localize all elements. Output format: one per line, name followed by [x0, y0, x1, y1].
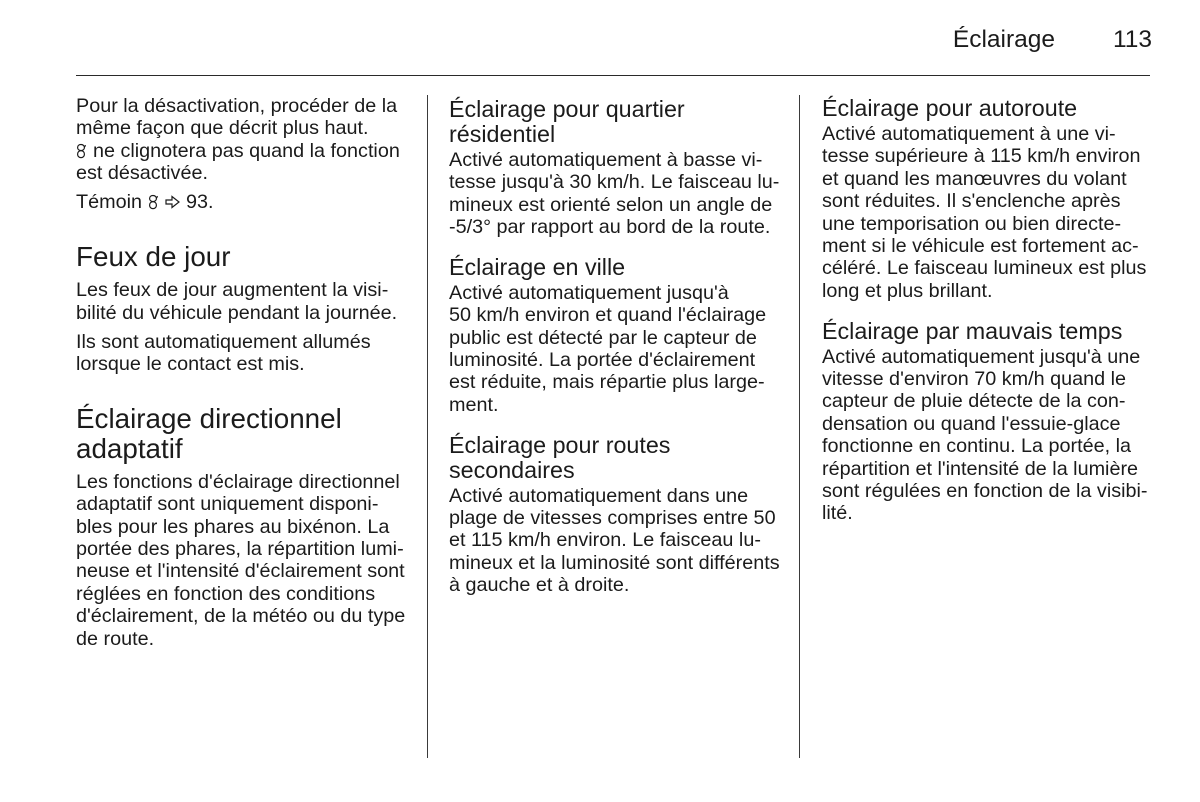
text-line: Activé automatiquement à basse vi- [449, 148, 763, 171]
header-rule [76, 75, 1150, 76]
text-line: capteur de pluie détecte de la con- [822, 390, 1126, 413]
paragraph-adaptive-lighting [76, 471, 416, 650]
text-line: réglées en fonction des conditions [76, 582, 376, 605]
heading-eclairage-routes-secondaires [449, 433, 789, 483]
text-line: Activé automatiquement jusqu'à [449, 281, 729, 304]
paragraph-town [449, 282, 789, 416]
text-line: et quand les manœuvres du volant [822, 167, 1127, 190]
heading-feux-de-jour [76, 242, 416, 272]
column-divider [427, 95, 428, 758]
text-line: portée des phares, la répartition lumi- [76, 538, 404, 561]
column-1 [76, 95, 416, 650]
heading-line: secondaires [449, 456, 575, 483]
text-line: est désactivée. [76, 162, 208, 185]
text-line: Activé automatiquement dans une [449, 484, 749, 507]
text-line: de route. [76, 627, 155, 650]
text-line: céléré. Le faisceau lumineux est plus [822, 257, 1147, 280]
text-line: tesse jusqu'à 30 km/h. Le faisceau lu- [449, 171, 780, 194]
text-line: tesse supérieure à 115 km/h environ [822, 145, 1141, 168]
section-title: Éclairage [952, 26, 1055, 53]
text-line: densation ou quand l'essuie-glace [822, 412, 1121, 435]
adaptive-forward-lighting-icon [148, 194, 158, 210]
paragraph-daytime-lights-activation [76, 331, 416, 376]
text-line: long et plus brillant. [822, 279, 993, 302]
text-line: bles pour les phares au bixénon. La [76, 515, 390, 538]
text-line: lité. [822, 502, 853, 525]
heading-line: résidentiel [449, 120, 556, 147]
text-line: même façon que décrit plus haut. [76, 117, 369, 140]
paragraph-bad-weather [822, 346, 1162, 525]
page-reference-arrow-icon [165, 194, 180, 210]
text-line-with-icon [76, 140, 416, 162]
text-line: d'éclairement, de la météo ou du type [76, 605, 406, 628]
indicator-label: Témoin [76, 191, 142, 214]
text-line: sont régulées en fonction de la visibi- [822, 479, 1148, 502]
adaptive-forward-lighting-icon [76, 143, 86, 159]
heading-eclairage-en-ville [449, 255, 789, 280]
heading-line: Éclairage par mauvais temps [822, 317, 1123, 344]
text-line: répartition et l'intensité de la lumière [822, 457, 1139, 480]
text-line: lorsque le contact est mis. [76, 353, 305, 376]
heading-line: Éclairage en ville [449, 253, 626, 280]
text-line: ment si le véhicule est fortement ac- [822, 235, 1139, 258]
text-line: à gauche et à droite. [449, 574, 630, 597]
text-line: neuse et l'intensité d'éclairement sont [76, 560, 405, 583]
text-line: -5/3° par rapport au bord de la route. [449, 216, 771, 239]
text-line: mineux et la luminosité sont différents [449, 551, 780, 574]
text-line: est réduite, mais répartie plus large- [449, 371, 765, 394]
text-line: sont réduites. Il s'enclenche après [822, 190, 1121, 213]
heading-eclairage-quartier-residentiel [449, 97, 789, 147]
heading-line: Éclairage pour quartier [449, 95, 685, 122]
heading-eclairage-directionnel-adaptatif [76, 404, 416, 464]
text-line: une temporisation ou bien directe- [822, 212, 1122, 235]
text-line: et 115 km/h environ. Le faisceau lu- [449, 529, 761, 552]
text-line: Ils sont automatiquement allumés [76, 330, 371, 353]
text-line: mineux est orienté selon un angle de [449, 193, 773, 216]
paragraph-daytime-lights-visibility [76, 279, 416, 324]
text-line: 50 km/h environ et quand l'éclairage [449, 304, 767, 327]
indicator-reference [76, 191, 416, 213]
text-fragment: ne clignotera pas quand la fonction [93, 139, 400, 162]
page-number: 113 [1112, 26, 1152, 53]
text-line: adaptatif sont uniquement disponi- [76, 493, 379, 516]
heading-line: Éclairage pour autoroute [822, 95, 1078, 121]
column-2 [449, 97, 789, 597]
text-line: fonctionne en continu. La portée, la [822, 435, 1132, 458]
heading-eclairage-mauvais-temps [822, 319, 1162, 344]
text-line: luminosité. La portée d'éclairement [449, 349, 756, 372]
heading-eclairage-autoroute [822, 96, 1162, 121]
heading-line: Éclairage directionnel [76, 403, 342, 435]
text-line: Les feux de jour augmentent la visi- [76, 279, 389, 302]
heading-line: Éclairage pour routes [449, 431, 671, 458]
paragraph-country-roads [449, 485, 789, 597]
text-line: Activé automatiquement jusqu'à une [822, 345, 1141, 368]
text-line: plage de vitesses comprises entre 50 [449, 506, 776, 529]
text-line: vitesse d'environ 70 km/h quand le [822, 367, 1126, 390]
paragraph-motorway [822, 123, 1162, 302]
heading-line: Feux de jour [76, 241, 231, 273]
text-line: Les fonctions d'éclairage directionnel [76, 470, 400, 493]
text-line: public est détecté par le capteur de [449, 326, 757, 349]
text-line: ment. [449, 393, 499, 416]
text-line-with-icons [76, 191, 416, 213]
column-3 [822, 96, 1162, 525]
page-reference: 93. [185, 191, 214, 214]
text-line: Pour la désactivation, procéder de la [76, 95, 398, 117]
heading-line: adaptatif [76, 433, 183, 465]
text-line: bilité du véhicule pendant la journée. [76, 301, 398, 324]
column-divider [799, 95, 800, 758]
paragraph-deactivation [76, 95, 416, 185]
paragraph-residential [449, 149, 789, 239]
text-line: Activé automatiquement à une vi- [822, 123, 1116, 145]
